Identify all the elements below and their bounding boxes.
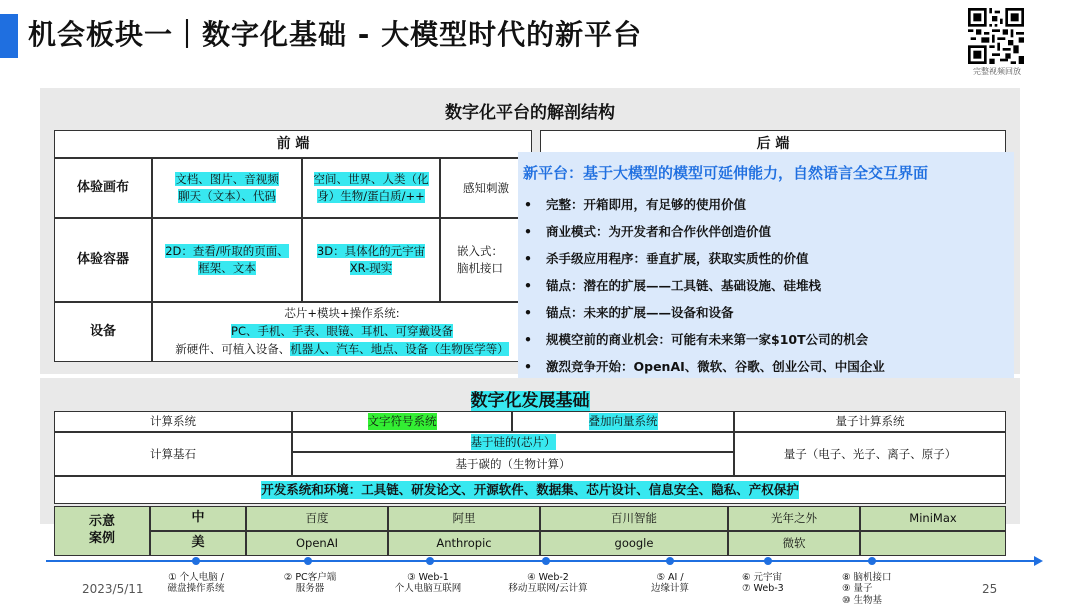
case-china-label: 中 bbox=[150, 506, 246, 531]
case-china-baichuan: 百川智能 bbox=[540, 506, 728, 531]
bullet-icon: • bbox=[524, 359, 532, 374]
device-line3-plain: 新硬件、可植入设备、 bbox=[175, 341, 291, 356]
callout-item: • 商业模式：为开发者和合作伙伴创造价值 bbox=[524, 221, 885, 248]
silicon-text: 基于硅的(芯片） bbox=[470, 434, 556, 449]
container-2d-line1: 2D：查看/听取的页面、 bbox=[165, 244, 289, 259]
row-label-canvas: 体验画布 bbox=[54, 158, 152, 218]
device-cell bbox=[152, 302, 532, 362]
foundation-title-text: 数字化发展基础 bbox=[470, 391, 590, 411]
page-number: 25 bbox=[982, 582, 998, 596]
timeline-label: ⑧ 脑机接口 ⑨ 量子 ⑩ 生物基 bbox=[842, 572, 892, 606]
bullet-icon: • bbox=[524, 251, 532, 266]
quantum-system-cell: 量子计算系统 bbox=[734, 411, 1006, 432]
canvas-3d-line1: 空间、世界、人类（化 bbox=[313, 172, 429, 187]
callout-item: • 完整：开箱即用，有足够的使用价值 bbox=[524, 194, 885, 221]
case-china-lightyear: 光年之外 bbox=[728, 506, 860, 531]
quantum-base-cell: 量子（电子、光子、离子、原子） bbox=[734, 432, 1006, 476]
bullet-icon: • bbox=[524, 197, 532, 212]
frontend-header: 前 端 bbox=[54, 130, 532, 158]
case-us-google: google bbox=[540, 531, 728, 556]
callout-item: • 杀手级应用程序：垂直扩展，获取实质性的价值 bbox=[524, 248, 885, 275]
bullet-icon: • bbox=[524, 332, 532, 347]
foundation-title bbox=[40, 386, 1020, 411]
timeline-label: ③ Web-1 个人电脑互联网 bbox=[394, 572, 462, 595]
backend-header: 后 端 bbox=[540, 130, 1006, 158]
computing-systems-label: 计算系统 bbox=[54, 411, 292, 432]
container-3d-line2: XR-现实 bbox=[349, 261, 393, 275]
callout-title: 新平台：基于大模型的模型可延伸能力，自然语言全交互界面 bbox=[523, 164, 929, 182]
timeline-arrow-icon bbox=[1034, 556, 1043, 566]
case-us-empty bbox=[860, 531, 1006, 556]
timeline-label: ② PC客户端 服务器 bbox=[283, 572, 337, 595]
row-label-device: 设备 bbox=[54, 302, 152, 362]
vector-system-text: 叠加向量系统 bbox=[588, 414, 658, 429]
row-label-container: 体验容器 bbox=[54, 218, 152, 302]
bullet-icon: • bbox=[524, 278, 532, 293]
case-label-text: 示意 案例 bbox=[88, 514, 115, 546]
case-us-label: 美 bbox=[150, 531, 246, 556]
case-china-baidu: 百度 bbox=[246, 506, 388, 531]
callout-item: • 锚点：未来的扩展——设备和设备 bbox=[524, 302, 885, 329]
qr-caption: 完整视频回放 bbox=[973, 67, 1021, 76]
case-china-alibaba: 阿里 bbox=[388, 506, 540, 531]
timeline-dot bbox=[666, 557, 674, 565]
timeline-dot bbox=[304, 557, 312, 565]
container-2d-cell bbox=[152, 218, 302, 302]
canvas-2d-line2: 聊天（文本）、代码 bbox=[178, 189, 276, 203]
timeline-label: ④ Web-2 移动互联网/云计算 bbox=[508, 572, 588, 595]
symbolic-system-text: 文字符号系统 bbox=[367, 414, 437, 429]
container-3d-line1: 3D：具体化的元宇宙 bbox=[316, 244, 426, 259]
callout-item: • 锚点：潜在的扩展——工具链、基础设施、硅堆栈 bbox=[524, 275, 885, 302]
dev-env-cell bbox=[54, 476, 1006, 504]
canvas-sense-text: 感知刺激 bbox=[463, 180, 509, 195]
container-embedded-line1: 嵌入式： bbox=[457, 244, 503, 259]
case-us-openai: OpenAI bbox=[246, 531, 388, 556]
canvas-2d-line1: 文档、图片、音视频 bbox=[175, 172, 279, 187]
container-3d-cell bbox=[302, 218, 440, 302]
timeline-dot bbox=[542, 557, 550, 565]
case-us-microsoft: 微软 bbox=[728, 531, 860, 556]
device-line1: 芯片+模块+操作系统: bbox=[284, 306, 400, 321]
device-line3-highlight: 机器人、汽车、地点、设备（生物医学等） bbox=[290, 341, 509, 356]
computing-base-label: 计算基石 bbox=[54, 432, 292, 476]
footer-date: 2023/5/11 bbox=[82, 582, 144, 596]
carbon-cell: 基于碳的（生物计算） bbox=[292, 452, 734, 476]
anatomy-title: 数字化平台的解剖结构 bbox=[445, 103, 615, 123]
timeline-dot bbox=[426, 557, 434, 565]
timeline-label: ⑥ 元宇宙 ⑦ Web-3 bbox=[742, 572, 784, 595]
callout-item: • 激烈竞争开始：OpenAI、微软、谷歌、创业公司、中国企业 bbox=[524, 356, 885, 383]
container-embedded-line2: 脑机接口 bbox=[457, 261, 503, 275]
accent-bar bbox=[0, 14, 18, 58]
canvas-3d-line2: 身）生物/蛋白质/++ bbox=[317, 189, 425, 203]
canvas-2d-cell bbox=[152, 158, 302, 218]
timeline-label: ① 个人电脑 / 磁盘操作系统 bbox=[167, 572, 225, 595]
callout-item: • 规模空前的商业机会：可能有未来第一家$10T公司的机会 bbox=[524, 329, 885, 356]
bullet-icon: • bbox=[524, 305, 532, 320]
new-platform-callout bbox=[518, 152, 1014, 380]
vector-system-cell bbox=[512, 411, 734, 432]
container-2d-line2: 框架、文本 bbox=[198, 261, 256, 275]
timeline-dot bbox=[764, 557, 772, 565]
bullet-icon: • bbox=[524, 224, 532, 239]
case-label bbox=[54, 506, 150, 556]
qr-code-icon bbox=[968, 8, 1024, 64]
silicon-cell bbox=[292, 432, 734, 452]
symbolic-system-cell bbox=[292, 411, 512, 432]
timeline-dot bbox=[868, 557, 876, 565]
timeline-dot bbox=[192, 557, 200, 565]
dev-env-text: 开发系统和环境：工具链、研发论文、开源软件、数据集、芯片设计、信息安全、隐私、产权保护 bbox=[261, 481, 799, 499]
page-title: 机会板块一｜数字化基础 - 大模型时代的新平台 bbox=[28, 18, 643, 51]
device-line2: PC、手机、手表、眼镜、耳机、可穿戴设备 bbox=[231, 324, 453, 339]
case-china-minimax: MiniMax bbox=[860, 506, 1006, 531]
case-us-anthropic: Anthropic bbox=[388, 531, 540, 556]
canvas-3d-cell bbox=[302, 158, 440, 218]
timeline-label: ⑤ AI / 边缘计算 bbox=[650, 572, 690, 595]
callout-list bbox=[524, 194, 885, 383]
